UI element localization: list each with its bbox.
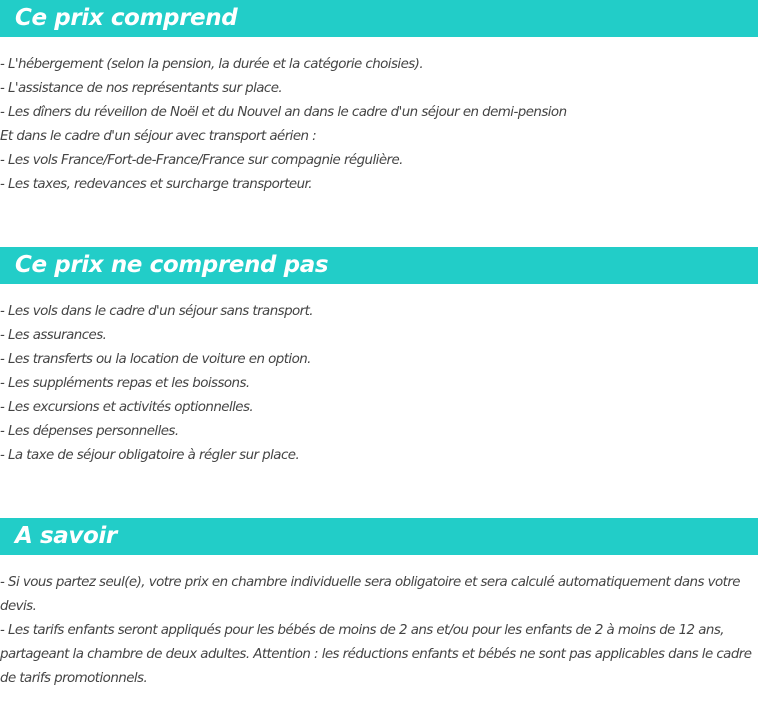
list-item: - Les dîners du réveillon de Noël et du Nouvel an dans le cadre d'un séjour en demi-pension (0, 105, 567, 120)
list-item: - Les dépenses personnelles. (0, 424, 179, 439)
section-body-good-to-know (0, 571, 758, 691)
list-item: - Les suppléments repas et les boissons. (0, 376, 250, 391)
section-title: A savoir (15, 523, 117, 549)
list-item: - La taxe de séjour obligatoire à régler sur place. (0, 448, 300, 463)
section-body-price-includes (0, 53, 758, 197)
section-header-price-excludes (0, 247, 758, 284)
list-item: - Les transferts ou la location de voiture en option. (0, 352, 311, 367)
paragraph: - Les tarifs enfants seront appliqués pour les bébés de moins de 2 ans et/ou pour les enfants de 2 à moins de 12 ans, partageant la chambre de deux adultes. Attention : les réductions enfants et bébés ne sont pas applicables dans le cadre de tarifs promotionnels. (0, 623, 752, 686)
list-item: Et dans le cadre d'un séjour avec transport aérien : (0, 129, 317, 144)
list-item: - Les taxes, redevances et surcharge transporteur. (0, 177, 312, 192)
paragraph: - Si vous partez seul(e), votre prix en chambre individuelle sera obligatoire et sera calculé automatiquement dans votre devis. (0, 575, 740, 614)
list-item: - L'assistance de nos représentants sur place. (0, 81, 283, 96)
section-title: Ce prix ne comprend pas (15, 252, 329, 278)
list-item: - Les assurances. (0, 328, 107, 343)
section-title: Ce prix comprend (15, 5, 238, 31)
section-body-price-excludes (0, 300, 758, 468)
section-header-price-includes (0, 0, 758, 37)
list-item: - Les vols France/Fort-de-France/France sur compagnie régulière. (0, 153, 403, 168)
section-header-good-to-know (0, 518, 758, 555)
list-item: - Les vols dans le cadre d'un séjour sans transport. (0, 304, 314, 319)
list-item: - L'hébergement (selon la pension, la durée et la catégorie choisies). (0, 57, 424, 72)
list-item: - Les excursions et activités optionnelles. (0, 400, 254, 415)
